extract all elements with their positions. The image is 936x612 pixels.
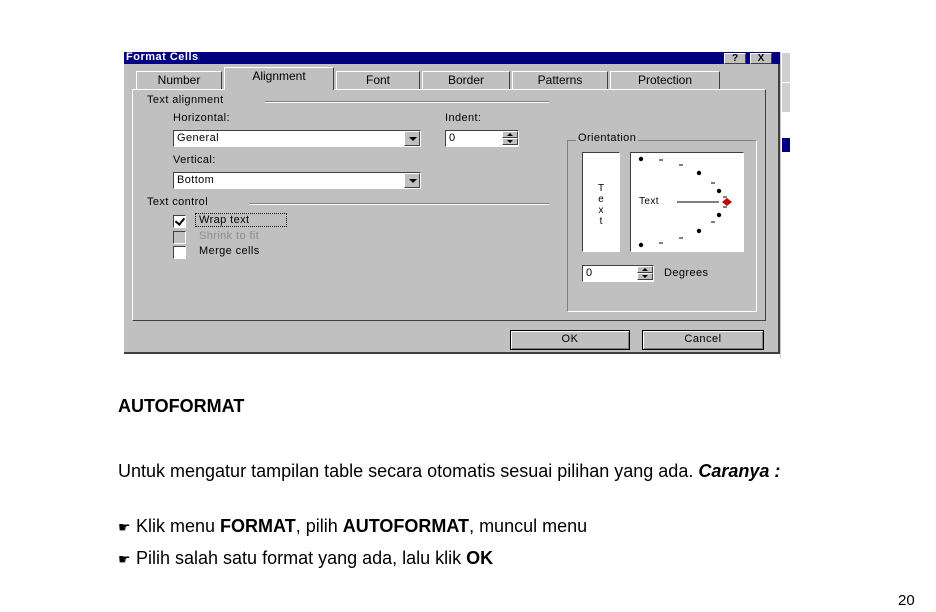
close-button[interactable]: X	[750, 53, 772, 64]
bullet-text: , muncul menu	[469, 516, 588, 536]
bullet-text: , pilih	[295, 516, 343, 536]
selection-sliver	[782, 138, 790, 152]
degrees-value: 0	[586, 267, 593, 279]
indent-spinner[interactable]	[445, 130, 519, 147]
page-number: 20	[898, 592, 915, 609]
alignment-panel	[132, 89, 766, 321]
chevron-down-icon[interactable]	[404, 173, 420, 188]
shrink-to-fit-checkbox[interactable]	[173, 231, 186, 244]
vertical-label: Vertical:	[173, 154, 216, 166]
format-cells-screenshot	[124, 52, 790, 358]
tab-number[interactable]: Number	[136, 71, 222, 89]
help-button[interactable]: ?	[724, 53, 746, 64]
bullet-item-1	[118, 516, 587, 537]
vertical-select[interactable]	[173, 172, 421, 189]
vertical-text-box[interactable]	[582, 152, 620, 252]
text-alignment-group-label: Text alignment	[147, 94, 224, 106]
spin-down-icon[interactable]	[637, 273, 653, 280]
section-heading: AUTOFORMAT	[118, 396, 245, 416]
vertical-letter: x	[598, 205, 604, 216]
spreadsheet-edge	[780, 52, 790, 358]
degrees-label: Degrees	[664, 267, 709, 279]
wrap-text-label[interactable]: Wrap text	[199, 214, 250, 226]
dialog-title: Format Cells	[126, 52, 199, 63]
vertical-value: Bottom	[177, 174, 215, 186]
toolbar-sliver	[782, 52, 790, 82]
text-control-group-label: Text control	[147, 196, 209, 208]
spin-up-icon[interactable]	[502, 131, 518, 138]
degrees-spinner[interactable]	[582, 265, 654, 282]
wrap-text-checkbox[interactable]	[173, 215, 186, 228]
ok-button[interactable]: OK	[510, 330, 630, 350]
vertical-letter: t	[599, 216, 603, 227]
finger-pointer-icon: ☛	[118, 520, 131, 536]
spin-up-icon[interactable]	[637, 266, 653, 273]
bullet-item-2	[118, 548, 493, 569]
chevron-down-icon[interactable]	[404, 131, 420, 146]
bullet-bold: OK	[466, 548, 494, 568]
toolbar-sliver	[782, 82, 790, 112]
horizontal-label: Horizontal:	[173, 112, 230, 124]
orientation-group	[567, 132, 757, 312]
orientation-group-label: Orientation	[578, 132, 637, 144]
intro-paragraph	[118, 459, 790, 483]
format-cells-dialog	[124, 52, 780, 354]
finger-pointer-icon: ☛	[118, 552, 131, 568]
horizontal-value: General	[177, 132, 219, 144]
dialog-titlebar	[124, 52, 780, 64]
indent-label: Indent:	[445, 112, 482, 124]
bullet-text: Klik menu	[136, 516, 221, 536]
indent-value: 0	[449, 132, 456, 144]
tab-font[interactable]: Font	[336, 71, 420, 89]
vertical-text	[583, 183, 619, 227]
cancel-button[interactable]: Cancel	[642, 330, 764, 350]
vertical-letter: e	[598, 194, 604, 205]
intro-text: Untuk mengatur tampilan table secara otomatis sesuai pilihan yang ada.	[118, 461, 694, 481]
tab-alignment[interactable]: Alignment	[224, 67, 334, 90]
dial-text-label: Text	[639, 196, 659, 207]
bullet-bold: FORMAT	[220, 516, 296, 536]
group-divider	[249, 203, 549, 205]
bullet-text: Pilih salah satu format yang ada, lalu klik	[136, 548, 467, 568]
horizontal-select[interactable]	[173, 130, 421, 147]
tab-patterns[interactable]: Patterns	[512, 71, 608, 89]
orientation-dial[interactable]	[630, 152, 744, 252]
tab-border[interactable]: Border	[422, 71, 510, 89]
shrink-to-fit-label: Shrink to fit	[199, 230, 260, 242]
intro-emphasis: Caranya :	[698, 461, 781, 481]
tab-protection[interactable]: Protection	[610, 71, 720, 89]
merge-cells-checkbox[interactable]	[173, 246, 186, 259]
vertical-letter: T	[597, 183, 605, 194]
group-divider	[265, 101, 549, 103]
bullet-bold: AUTOFORMAT	[342, 516, 470, 536]
spin-down-icon[interactable]	[502, 138, 518, 145]
merge-cells-label[interactable]: Merge cells	[199, 245, 260, 257]
